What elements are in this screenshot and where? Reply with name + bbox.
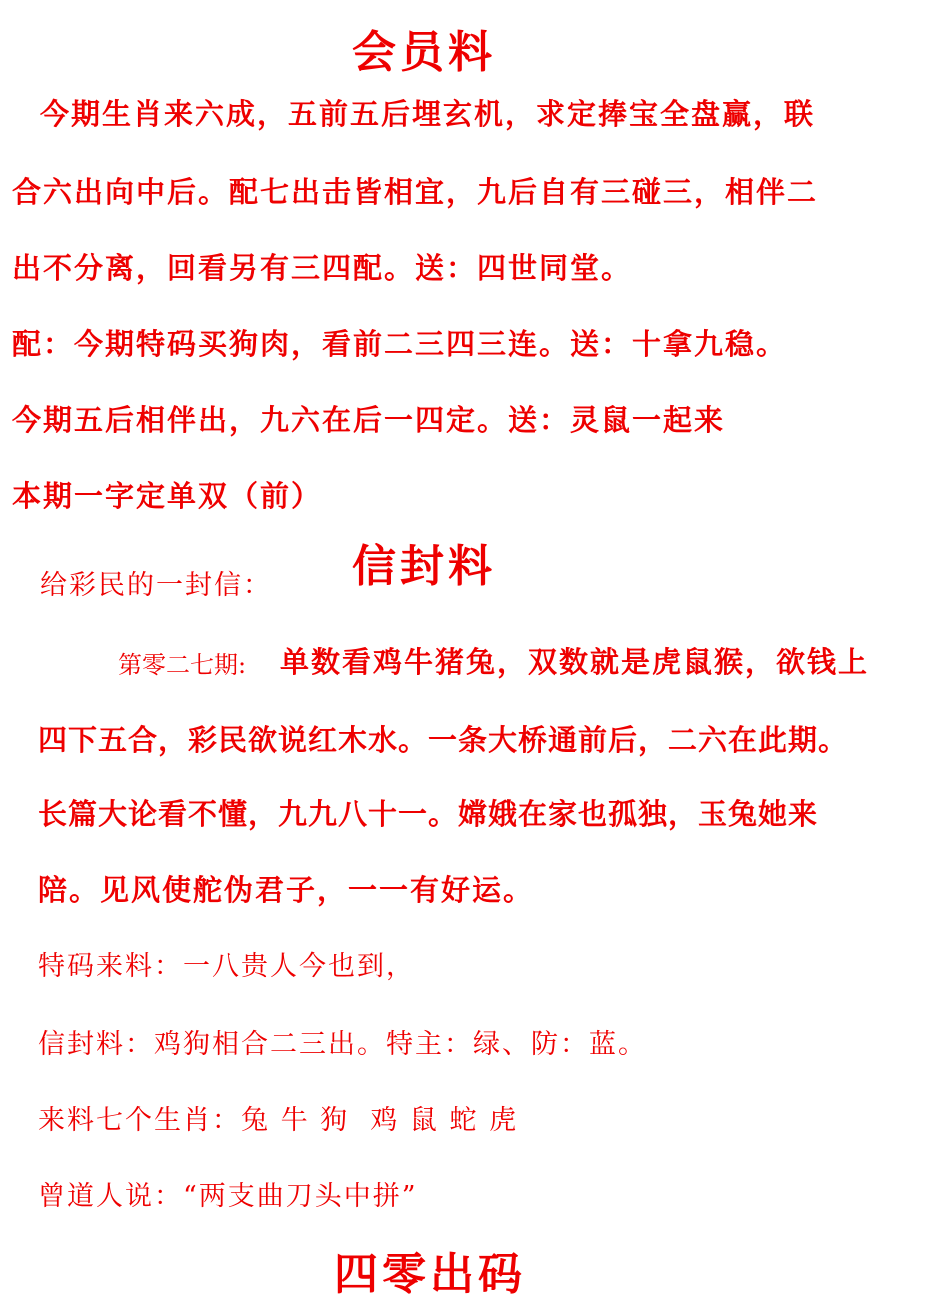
envelope-line-2: 四下五合，彩民欲说红木水。一条大桥通前后，二六在此期。 [38,723,849,757]
envelope-greeting: 给彩民的一封信： [40,570,272,601]
member-line-3: 出不分离，回看另有三四配。送：四世同堂。 [12,251,633,285]
member-line-6: 本期一字定单双（前） [12,479,323,513]
envelope-title: 信封料 [352,541,496,592]
envelope-line-7: 来料七个生肖：兔 牛 狗 鸡 鼠 蛇 虎 [38,1105,519,1136]
member-line-5: 今期五后相伴出，九六在后一四定。送：灵鼠一起来 [12,403,726,437]
envelope-line-3: 长篇大论看不懂，九九八十一。嫦娥在家也孤独，玉兔她来 [38,797,819,831]
envelope-period-label: 第零二七期: [118,651,247,679]
footer-title: 四零出码 [334,1249,526,1300]
envelope-line-5: 特码来料：一八贵人今也到， [38,951,415,982]
envelope-line-6: 信封料：鸡狗相合二三出。特主：绿、防：蓝。 [38,1029,647,1060]
member-line-4: 配：今期特码买狗肉，看前二三四三连。送：十拿九稳。 [12,327,788,361]
member-line-1: 今期生肖来六成，五前五后埋玄机，求定捧宝全盘赢，联 [40,97,816,131]
member-title: 会员料 [352,27,496,78]
envelope-line-4: 陪。见风使舵伪君子，一一有好运。 [38,873,535,907]
envelope-line-8: 曾道人说：“两支曲刀头中拼” [38,1181,418,1212]
envelope-line-1: 单数看鸡牛猪兔，双数就是虎鼠猴，欲钱上 [280,645,870,679]
member-line-2: 合六出向中后。配七出击皆相宜，九后自有三碰三，相伴二 [12,175,819,209]
